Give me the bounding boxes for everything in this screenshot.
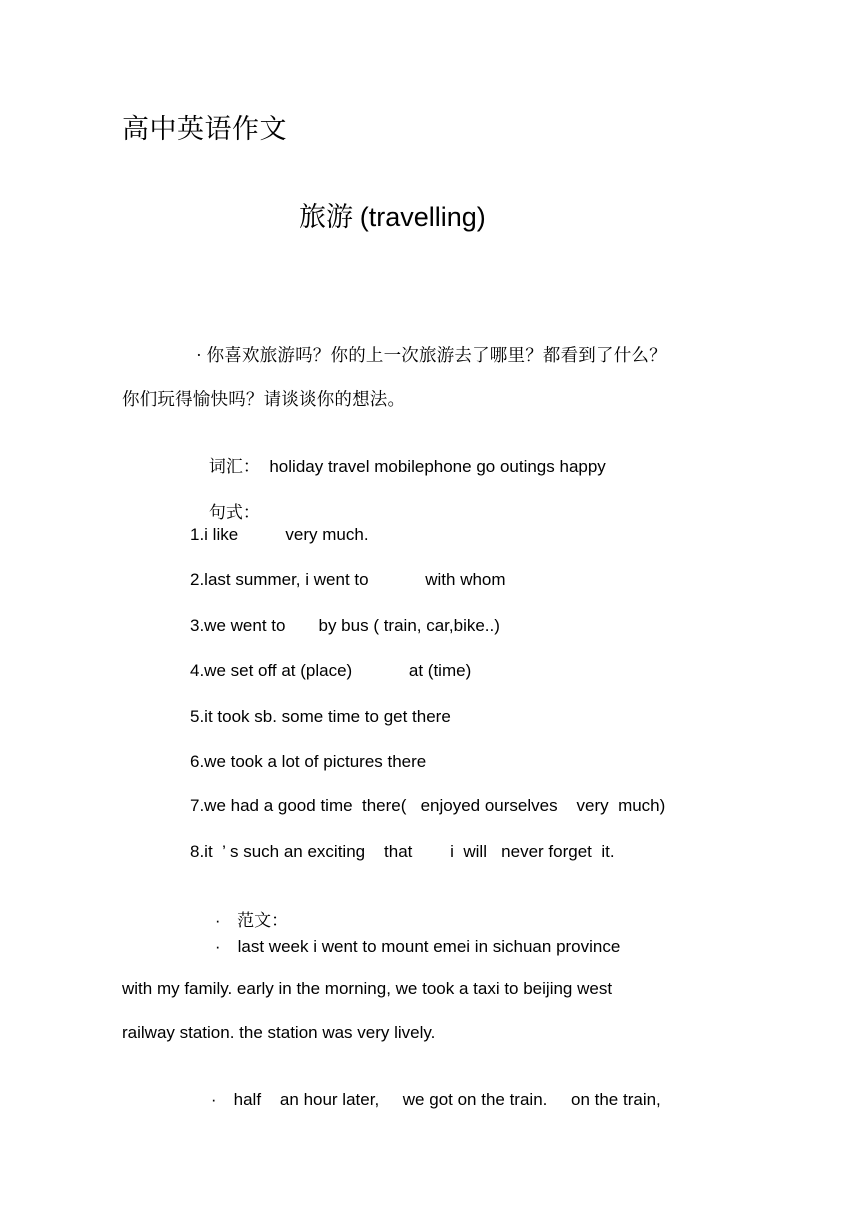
pattern-item-3: 3.we went to by bus ( train, car,bike..): [190, 616, 500, 635]
bullet-icon: ·: [214, 937, 221, 956]
patterns-label: 句式：: [208, 503, 260, 522]
sample-line-2: with my family. early in the morning, we took a taxi to beijing west: [122, 979, 613, 998]
pattern-item-4: 4.we set off at (place) at (time): [190, 661, 472, 680]
subtitle-english: (travelling): [359, 202, 486, 232]
pattern-item-6: 6.we took a lot of pictures there: [190, 752, 427, 771]
prompt-line-1: · 你喜欢旅游吗？你的上一次旅游去了哪里？都看到了什么？: [196, 345, 667, 365]
sample-line-1-text: last week i went to mount emei in sichuan province: [232, 937, 621, 956]
bullet-icon: ·: [210, 1090, 217, 1109]
pattern-item-8: 8.it ’ s such an exciting that i will never forget it.: [190, 842, 615, 861]
subtitle-chinese: 旅游: [299, 202, 360, 232]
vocabulary-words: holiday travel mobilephone go outings happy: [259, 457, 606, 476]
sample-line-1: [196, 914, 620, 980]
sample-line-4-text: half an hour later, we got on the train. on the train,: [228, 1090, 661, 1109]
pattern-item-7: 7.we had a good time there( enjoyed ourselves very much): [190, 796, 666, 815]
sample-line-4: [192, 1067, 661, 1133]
sample-line-3: railway station. the station was very lively.: [122, 1023, 436, 1042]
pattern-item-1: 1.i like very much.: [190, 525, 369, 544]
bullet-icon: ·: [214, 911, 221, 930]
page-title: 高中英语作文: [122, 114, 287, 144]
sample-heading-text: 范文：: [232, 911, 289, 930]
prompt-line-2: 你们玩得愉快吗？请谈谈你的想法。: [122, 389, 406, 409]
pattern-item-2: 2.last summer, i went to with whom: [190, 570, 506, 589]
document-subtitle: [299, 200, 486, 234]
vocabulary-label: 词汇：: [208, 457, 260, 476]
pattern-item-5: 5.it took sb. some time to get there: [190, 707, 451, 726]
